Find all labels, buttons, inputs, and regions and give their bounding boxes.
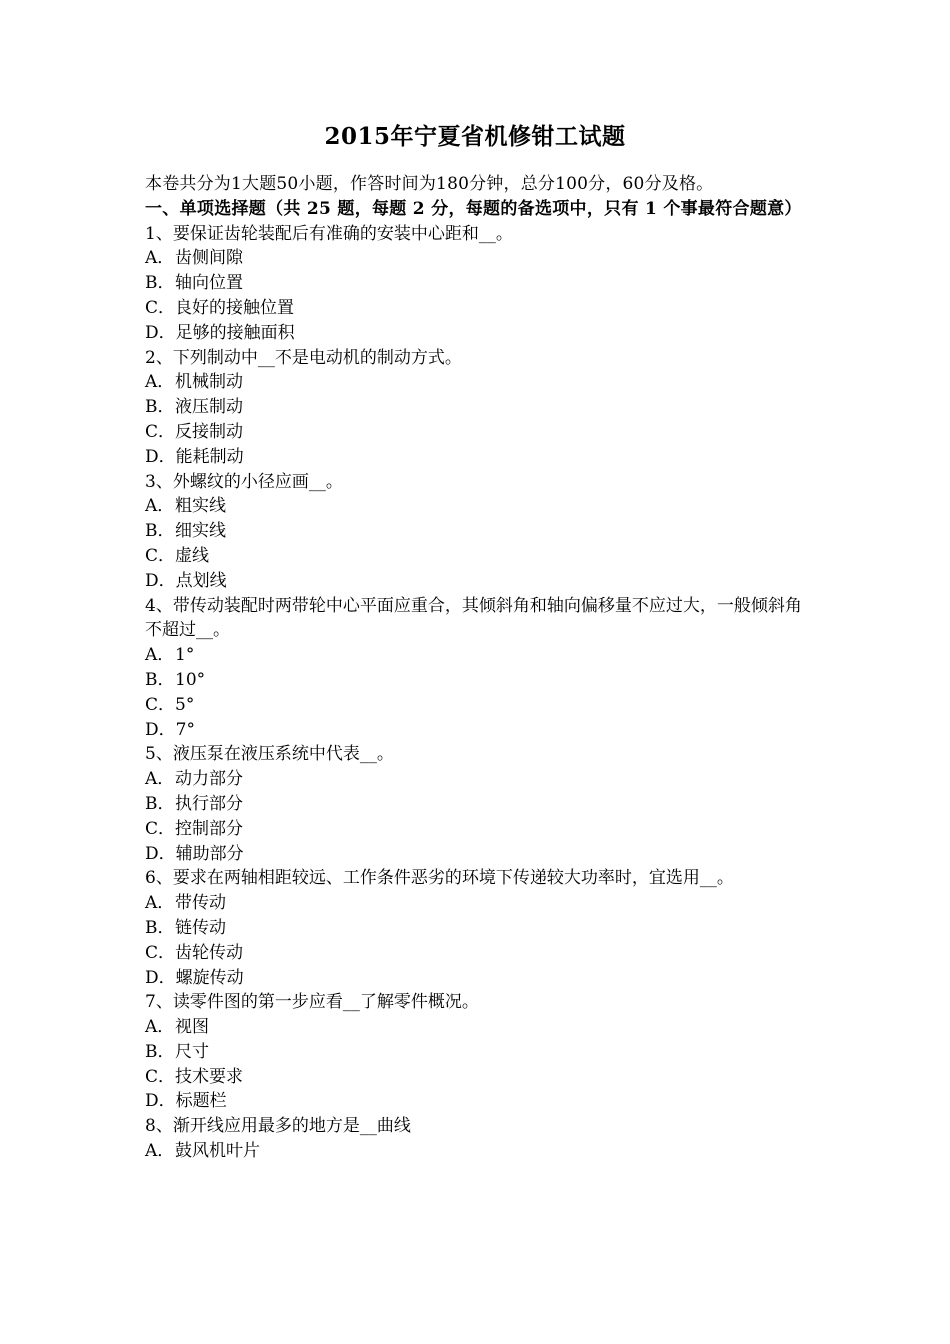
option-text: 7°	[175, 719, 195, 740]
option-text: 点划线	[175, 570, 227, 591]
option-letter: A．	[145, 372, 175, 393]
option-text: 齿轮传动	[175, 942, 244, 963]
option-letter: A．	[145, 893, 175, 914]
question-text: 6、要求在两轴相距较远、工作条件恶劣的环境下传递较大功率时，宜选用__。	[145, 868, 734, 889]
option-text: 控制部分	[175, 818, 244, 839]
answer-option	[145, 792, 810, 817]
option-text: 1°	[175, 645, 195, 666]
question-text: 2、下列制动中__不是电动机的制动方式。	[145, 347, 462, 368]
option-letter: A．	[145, 645, 175, 666]
answer-option	[145, 668, 810, 693]
option-letter: A．	[145, 496, 175, 517]
option-letter: C．	[145, 1066, 176, 1087]
question-block	[145, 742, 810, 866]
question-block	[145, 990, 810, 1114]
answer-option	[145, 569, 810, 594]
option-letter: C．	[145, 421, 176, 442]
option-letter: C．	[145, 297, 176, 318]
answer-option	[145, 544, 810, 569]
answer-option	[145, 296, 810, 321]
answer-option	[145, 519, 810, 544]
option-letter: D．	[145, 322, 176, 343]
option-text: 足够的接触面积	[175, 322, 295, 343]
option-letter: D．	[145, 446, 176, 467]
answer-option	[145, 445, 810, 470]
answer-option	[145, 916, 810, 941]
answer-option	[145, 817, 810, 842]
document-body	[145, 172, 810, 1164]
option-text: 齿侧间隙	[175, 248, 243, 269]
question-block	[145, 222, 810, 346]
option-text: 视图	[175, 1017, 209, 1038]
answer-option	[145, 966, 810, 991]
option-text: 辅助部分	[175, 843, 244, 864]
option-text: 链传动	[175, 917, 226, 938]
option-text: 5°	[175, 694, 195, 715]
option-letter: D．	[145, 719, 176, 740]
page-title: 2015年宁夏省机修钳工试题	[324, 123, 626, 150]
option-text: 细实线	[175, 521, 226, 542]
option-letter: A．	[145, 1017, 175, 1038]
question-block	[145, 346, 810, 470]
answer-option	[145, 321, 810, 346]
answer-option	[145, 246, 810, 271]
option-text: 反接制动	[175, 421, 244, 442]
option-text: 螺旋传动	[175, 967, 244, 988]
option-letter: A．	[145, 1141, 175, 1162]
question-list	[145, 222, 810, 1164]
question-text: 4、带传动装配时两带轮中心平面应重合，其倾斜角和轴向偏移量不应过大，一般倾斜角不超过__。	[145, 595, 802, 641]
option-letter: B．	[145, 1041, 175, 1062]
option-letter: B．	[145, 917, 175, 938]
option-text: 良好的接触位置	[175, 297, 295, 318]
question-text: 1、要保证齿轮装配后有准确的安装中心距和__。	[145, 223, 513, 244]
option-letter: C．	[145, 818, 176, 839]
question-block	[145, 470, 810, 594]
answer-option	[145, 891, 810, 916]
option-letter: A．	[145, 248, 175, 269]
option-text: 标题栏	[175, 1091, 227, 1112]
option-letter: C．	[145, 694, 176, 715]
option-text: 带传动	[175, 893, 226, 914]
answer-option	[145, 693, 810, 718]
option-text: 粗实线	[175, 496, 226, 517]
answer-option	[145, 271, 810, 296]
option-text: 动力部分	[175, 769, 243, 790]
answer-option	[145, 494, 810, 519]
option-text: 执行部分	[175, 793, 243, 814]
option-text: 轴向位置	[175, 273, 243, 294]
option-letter: B．	[145, 793, 175, 814]
question-text: 8、渐开线应用最多的地方是__曲线	[145, 1116, 411, 1137]
option-letter: B．	[145, 397, 175, 418]
option-text: 10°	[175, 669, 206, 690]
option-text: 尺寸	[175, 1041, 209, 1062]
option-letter: A．	[145, 769, 175, 790]
answer-option	[145, 1139, 810, 1164]
option-text: 虚线	[175, 545, 210, 566]
option-letter: D．	[145, 1091, 176, 1112]
section-heading: 一、单项选择题（共 25 题，每题 2 分，每题的备选项中，只有 1 个事最符合题意）	[145, 198, 802, 219]
question-block	[145, 866, 810, 990]
answer-option	[145, 1040, 810, 1065]
option-letter: C．	[145, 545, 176, 566]
answer-option	[145, 643, 810, 668]
question-text: 5、液压泵在液压系统中代表__。	[145, 744, 394, 765]
question-text: 7、读零件图的第一步应看__了解零件概况。	[145, 992, 479, 1013]
option-letter: B．	[145, 669, 175, 690]
answer-option	[145, 767, 810, 792]
answer-option	[145, 1089, 810, 1114]
question-block	[145, 1114, 810, 1164]
answer-option	[145, 1015, 810, 1040]
option-letter: C．	[145, 942, 176, 963]
option-text: 技术要求	[175, 1066, 244, 1087]
option-text: 液压制动	[175, 397, 243, 418]
answer-option	[145, 1065, 810, 1090]
option-letter: D．	[145, 843, 176, 864]
question-block	[145, 594, 810, 743]
answer-option	[145, 420, 810, 445]
option-text: 机械制动	[175, 372, 243, 393]
exam-intro: 本卷共分为1大题50小题，作答时间为180分钟，总分100分，60分及格。	[145, 174, 714, 194]
option-letter: D．	[145, 570, 176, 591]
question-text: 3、外螺纹的小径应画__。	[145, 471, 343, 492]
answer-option	[145, 941, 810, 966]
option-text: 鼓风机叶片	[175, 1141, 260, 1162]
answer-option	[145, 395, 810, 420]
option-text: 能耗制动	[175, 446, 244, 467]
answer-option	[145, 370, 810, 395]
option-letter: D．	[145, 967, 176, 988]
answer-option	[145, 842, 810, 867]
option-letter: B．	[145, 521, 175, 542]
answer-option	[145, 718, 810, 743]
option-letter: B．	[145, 273, 175, 294]
